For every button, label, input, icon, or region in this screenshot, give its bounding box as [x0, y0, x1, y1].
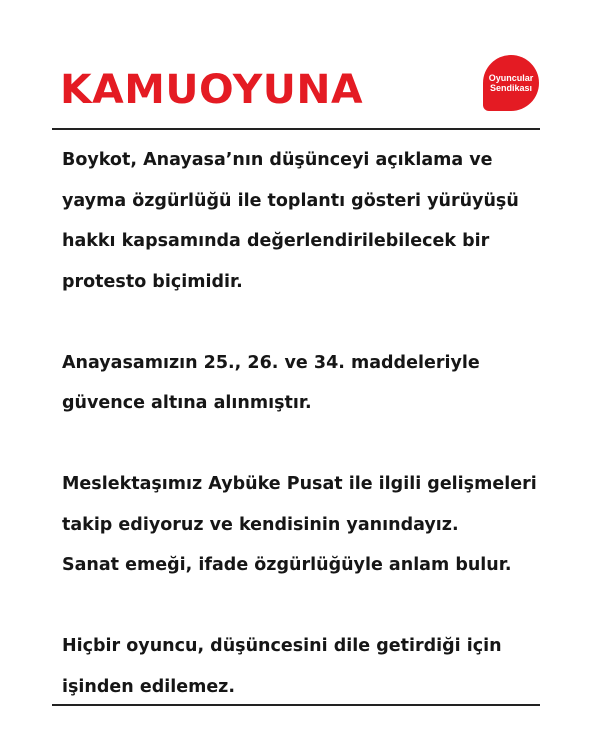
paragraph-constitution [62, 343, 542, 424]
paragraph-conclusion [62, 626, 542, 707]
union-logo [483, 55, 539, 111]
bottom-divider [52, 704, 540, 706]
paragraph-line: Anayasamızın 25., 26. ve 34. maddeleriyle [62, 352, 480, 373]
paragraph-line: protesto biçimidir. [62, 271, 243, 292]
logo-line-2: Sendikası [489, 83, 533, 93]
paragraph-line: güvence altına alınmıştır. [62, 393, 312, 413]
paragraph-line: yayma özgürlüğü ile toplantı gösteri yürüyüşü [62, 190, 519, 211]
paragraph-line: Sanat emeği, ifade özgürlüğüyle anlam bulur. [62, 555, 512, 575]
logo-line-1: Oyuncular [488, 73, 534, 83]
paragraph-line: Hiçbir oyuncu, düşüncesini dile getirdiği için [62, 636, 502, 656]
paragraph-boycott [62, 140, 542, 302]
paragraph-line: işinden edilemez. [62, 676, 236, 697]
paragraph-line: Boykot, Anayasa’nın düşünceyi açıklama ve [62, 150, 493, 170]
top-divider [52, 128, 540, 130]
page-title: KAMUOYUNA [60, 67, 364, 113]
statement-body [62, 140, 542, 707]
paragraph-support [62, 464, 542, 586]
paragraph-line: takip ediyoruz ve kendisinin yanındayız. [62, 514, 459, 535]
paragraph-line: hakkı kapsamında değerlendirilebilecek bir [62, 231, 490, 251]
paragraph-line: Meslektaşımız Aybüke Pusat ile ilgili gelişmeleri [62, 474, 537, 494]
